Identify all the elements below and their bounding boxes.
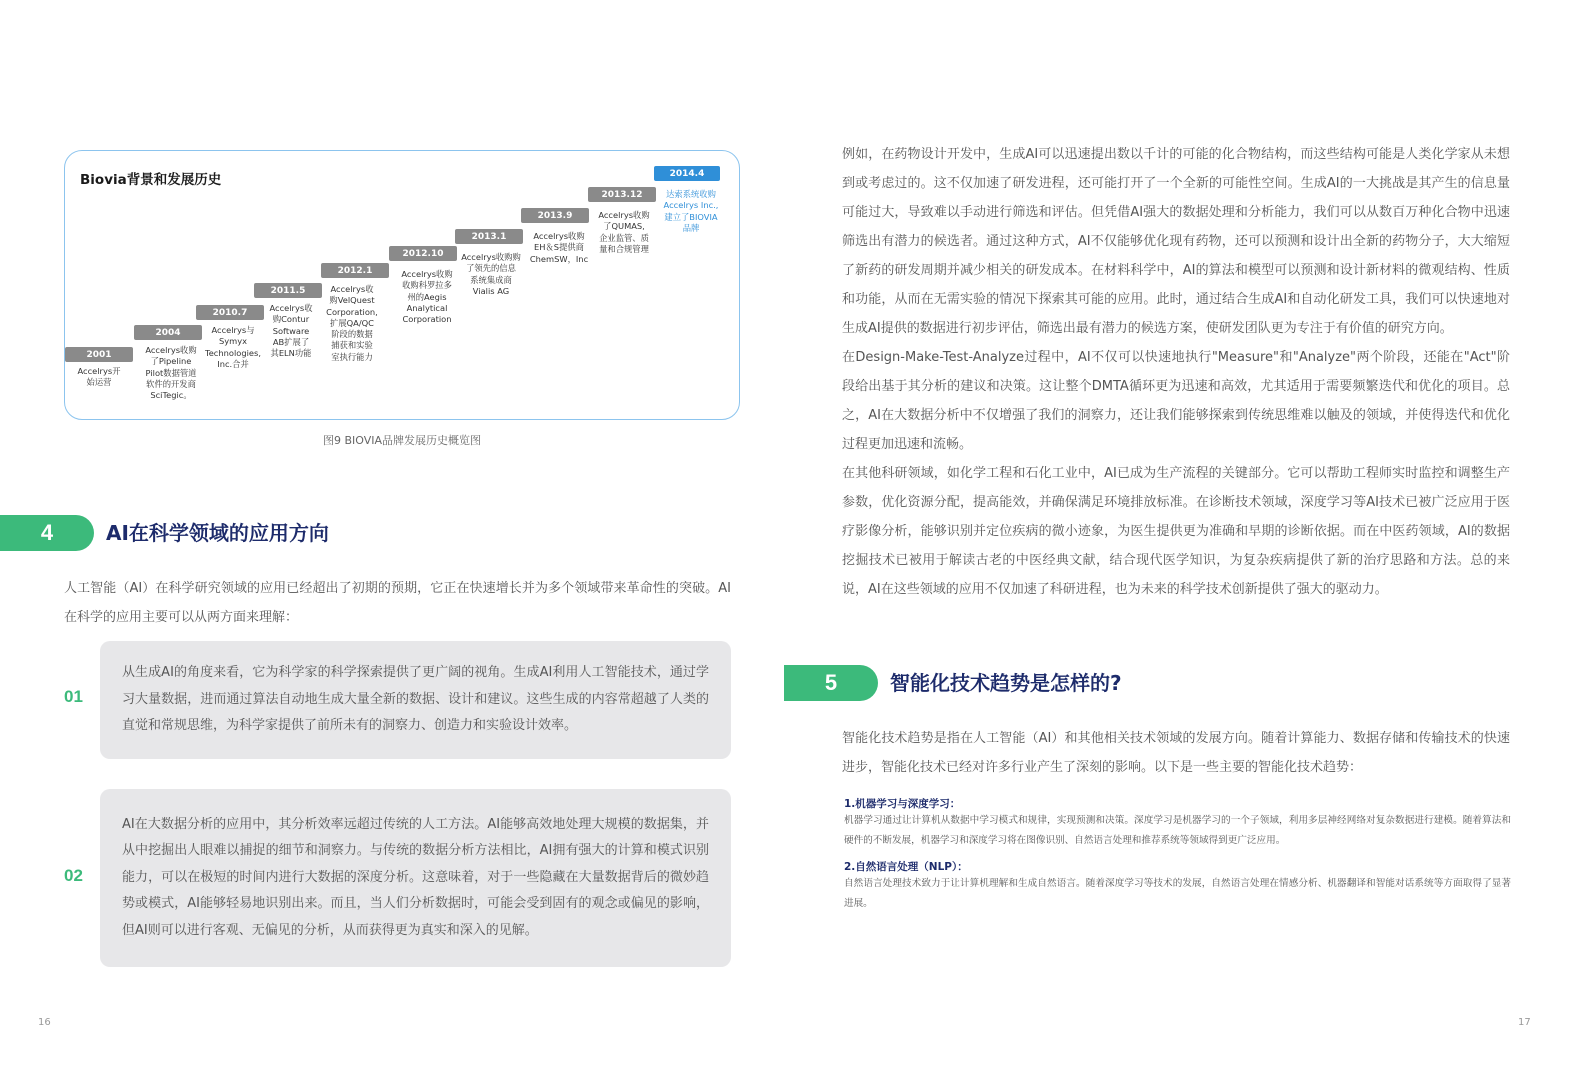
timeline-date: 2013.12 bbox=[588, 187, 656, 202]
timeline-date-latest: 2014.4 bbox=[654, 166, 720, 181]
info-card-text: AI在大数据分析的应用中，其分析效率远超过传统的人工方法。AI能够高效地处理大规模的数据集，并从中挖掘出人眼难以捕捉的细节和洞察力。与传统的数据分析方法相比，AI拥有强大的计算和模式识别能力，可以在极短的时间内进行大数据的深度分析。这意味着，对于一些隐藏在大量数据背后的微妙趋势或模式，AI能够轻易地识别出来。而且，当人们分析数据时，可能会受到固有的观念或偏见的影响，但AI则可以进行客观、无偏见的分析，从而获得更为真实和深入的见解。 bbox=[122, 816, 709, 938]
timeline-text: Accelrys收 购VelQuest Corporation, 扩展QA/QC 阶段的数据 捕获和实验 室执行能力 bbox=[326, 284, 378, 362]
timeline-date: 2012.10 bbox=[389, 246, 457, 261]
info-card-02 bbox=[100, 789, 731, 967]
timeline-text: Accelrys收购 EH＆S提供商 ChemSW，Inc bbox=[529, 231, 589, 264]
trend-body-2: 自然语言处理技术致力于让计算机理解和生成自然语言。随着深度学习等技术的发展，自然语言处理在情感分析、机器翻译和智能对话系统等方面取得了显著进展。 bbox=[844, 878, 1511, 909]
right-paragraph-3: 在其他科研领域，如化学工程和石化工业中，AI已成为生产流程的关键部分。它可以帮助工程师实时监控和调整生产参数，优化资源分配，提高能效，并确保满足环境排放标准。在诊断技术领域，深度学习等AI技术已被广泛应用于医疗影像分析，能够识别并定位疾病的微小迹象，为医生提供更为准确和早期的诊断依据。而在中医药领域，AI的数据挖掘技术已被用于解读古老的中医经典文献，结合现代医学知识，为复杂疾病提供了新的治疗思路和方法。总的来说，AI在这些领域的应用不仅加速了科研进程，也为未来的科学技术创新提供了强大的驱动力。 bbox=[842, 466, 1510, 597]
page-number-right: 17 bbox=[1518, 1017, 1531, 1028]
right-paragraph-1: 例如，在药物设计开发中，生成AI可以迅速提出数以千计的可能的化合物结构，而这些结构可能是人类化学家从未想到或考虑过的。这不仅加速了研发进程，还可能打开了一个全新的可能性空间。生成AI的一大挑战是其产生的信息量可能过大，导致难以手动进行筛选和评估。但凭借AI强大的数据处理和分析能力，我们可以从数百万种化合物中迅速筛选出有潜力的候选者。通过这种方式，AI不仅能够优化现有药物，还可以预测和设计出全新的药物分子，大大缩短了新药的研发周期并减少相关的研发成本。在材料科学中，AI的算法和模型可以预测和设计新材料的微观结构、性质和功能，从而在无需实验的情况下探索其可能的应用。此时，通过结合生成AI和自动化研发工具，我们可以快速地对生成AI提供的数据进行初步评估，筛选出最有潜力的候选方案，使研发团队更为专注于有价值的研究方向。 bbox=[842, 147, 1510, 336]
figure-caption: 图9 BIOVIA品牌发展历史概览图 bbox=[322, 434, 482, 447]
info-card-text: 从生成AI的角度来看，它为科学家的科学探索提供了更广阔的视角。生成AI利用人工智能技术，通过学习大量数据，进而通过算法自动地生成大量全新的数据、设计和建议。这些生成的内容常超越了人类的直觉和常规思维，为科学家提供了前所未有的洞察力、创造力和实验设计效率。 bbox=[122, 665, 709, 734]
trend-heading-2: 2.自然语言处理（NLP）： bbox=[844, 861, 968, 873]
trend-heading-1: 1.机器学习与深度学习： bbox=[844, 798, 961, 810]
item-number-02: 02 bbox=[64, 866, 83, 885]
timeline-text: Accelrys收 购Contur Software AB扩展了 其ELN功能 bbox=[269, 303, 313, 359]
timeline-text: Accelrys收购购 了领先的信息 系统集成商 Vialis AG bbox=[461, 252, 521, 296]
item-number-01: 01 bbox=[64, 687, 83, 706]
timeline-date: 2012.1 bbox=[321, 263, 389, 278]
section-5-number: 5 bbox=[784, 665, 878, 701]
timeline-text: Accelrys收购 了Pipeline Pilot数据管道 软件的开发商 SciTegic。 bbox=[145, 345, 197, 401]
page-number-left: 16 bbox=[38, 1017, 51, 1028]
biovia-history-figure bbox=[64, 150, 740, 420]
timeline-text: Accelrys收购 收购科罗拉多 州的Aegis Analytical Corporation bbox=[401, 269, 453, 325]
section-4-intro: 人工智能（AI）在科学研究领域的应用已经超出了初期的预期，它正在快速增长并为多个领域带来革命性的突破。AI在科学的应用主要可以从两方面来理解： bbox=[64, 581, 731, 625]
timeline-date: 2013.1 bbox=[455, 229, 523, 244]
section-5-title: 智能化技术趋势是怎样的? bbox=[890, 671, 1122, 695]
right-paragraph-2: 在Design-Make-Test-Analyze过程中，AI不仅可以快速地执行"Measure"和"Analyze"两个阶段，还能在"Act"阶段给出基于其分析的建议和决策。这让整个DMTA循环更为迅速和高效，尤其适用于需要频繁迭代和优化的项目。总之，AI在大数据分析中不仅增强了我们的洞察力，还让我们能够探索到传统思维难以触及的领域，并使得迭代和优化过程更加迅速和流畅。 bbox=[842, 350, 1510, 452]
section-4-title: AI在科学领域的应用方向 bbox=[106, 521, 329, 545]
info-card-01 bbox=[100, 641, 731, 759]
timeline-text: Accelrys开 始运营 bbox=[77, 366, 121, 388]
section-4-number: 4 bbox=[0, 515, 94, 551]
timeline-text: Accelrys与 Symyx Technologies, Inc.合并 bbox=[205, 325, 261, 369]
timeline-date: 2004 bbox=[134, 325, 202, 340]
timeline-date: 2001 bbox=[65, 347, 133, 362]
timeline-date: 2010.7 bbox=[196, 305, 264, 320]
trend-body-1: 机器学习通过让计算机从数据中学习模式和规律，实现预测和决策。深度学习是机器学习的一个子领域，利用多层神经网络对复杂数据进行建模。随着算法和硬件的不断发展，机器学习和深度学习将在图像识别、自然语言处理和推荐系统等领域得到更广泛应用。 bbox=[844, 815, 1511, 846]
timeline-text: Accelrys收购 了QUMAS, 企业监管、质 量和合规管理 bbox=[598, 210, 650, 254]
timeline-text-latest: 达索系统收购 Accelrys Inc., 建立了BIOVIA 品牌 bbox=[663, 189, 719, 233]
section-5-intro: 智能化技术趋势是指在人工智能（AI）和其他相关技术领域的发展方向。随着计算能力、数据存储和传输技术的快速进步，智能化技术已经对许多行业产生了深刻的影响。以下是一些主要的智能化技术趋势： bbox=[842, 731, 1510, 775]
timeline-date: 2013.9 bbox=[521, 208, 589, 223]
timeline-date: 2011.5 bbox=[254, 283, 322, 298]
figure-title: Biovia背景和发展历史 bbox=[80, 172, 222, 188]
